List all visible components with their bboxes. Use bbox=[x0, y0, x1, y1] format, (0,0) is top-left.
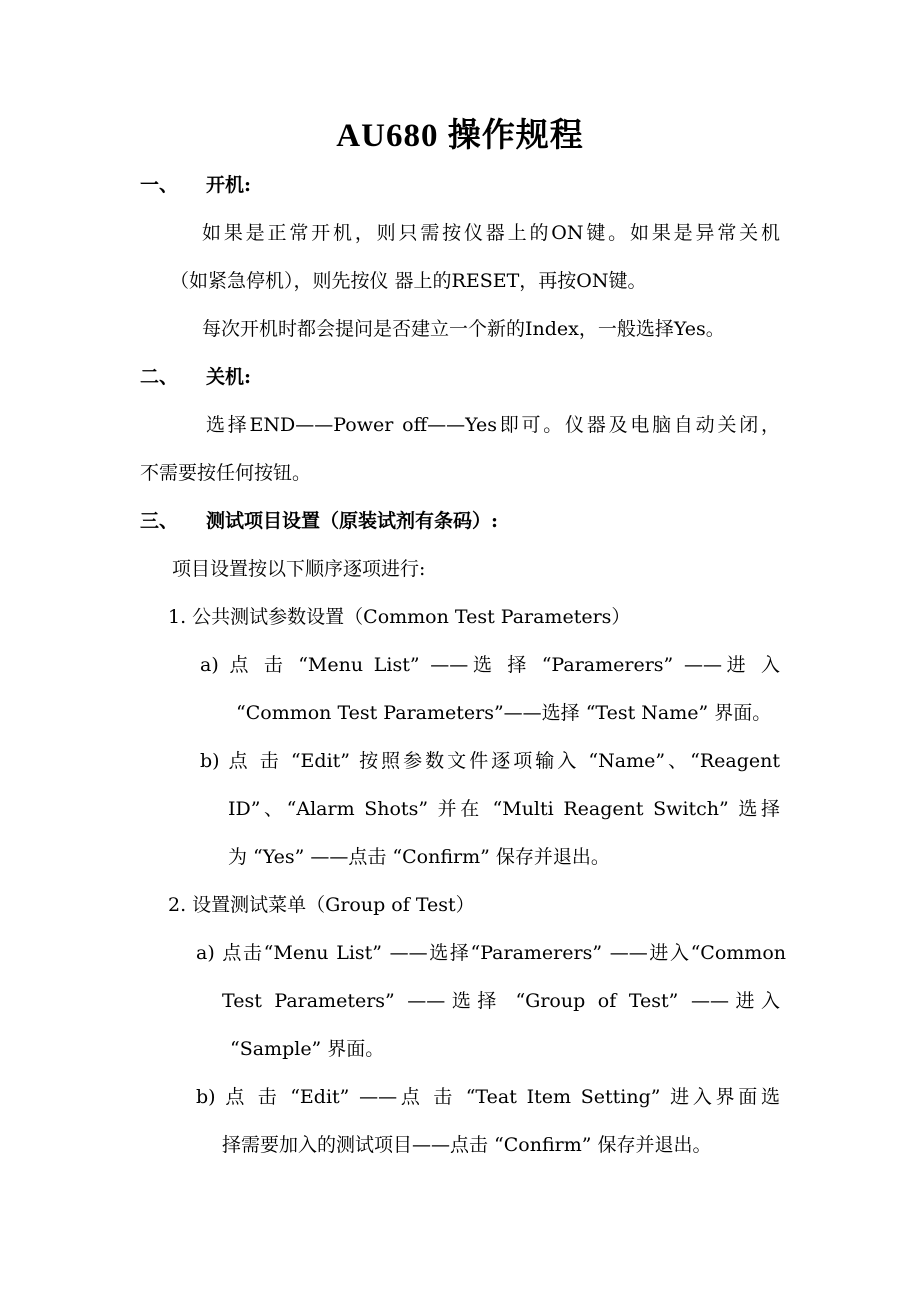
step-line: ID”、“Alarm Shots” 并在 “Multi Reagent Switch” 选择 bbox=[228, 798, 780, 820]
step-line: Test Parameters” ——选择 “Group of Test” ——进入 bbox=[222, 990, 780, 1012]
section-title: 关机: bbox=[206, 366, 252, 388]
step-line: “Sample” 界面。 bbox=[230, 1038, 385, 1060]
section-heading bbox=[140, 170, 251, 200]
step-line: 为 “Yes” ——点击 “Confirm” 保存并退出。 bbox=[228, 846, 610, 868]
paragraph-line: 每次开机时都会提问是否建立一个新的Index，一般选择Yes。 bbox=[202, 318, 725, 340]
step-line: a) 点击“Menu List” ——选择“Paramerers” ——进入“Common bbox=[196, 942, 786, 964]
section-heading bbox=[140, 506, 498, 536]
step-line: b) 点 击 “Edit” 按照参数文件逐项输入 “Name”、“Reagent bbox=[200, 750, 780, 772]
section-number: 一、 bbox=[140, 174, 179, 196]
step-line: 择需要加入的测试项目——点击 “Confirm” 保存并退出。 bbox=[222, 1134, 712, 1156]
paragraph-line: 如果是正常开机，则只需按仪器上的ON键。如果是异常关机 bbox=[202, 222, 780, 244]
section-heading bbox=[140, 362, 251, 392]
section-number: 三、 bbox=[140, 510, 179, 532]
section-number: 二、 bbox=[140, 366, 179, 388]
paragraph-line: 选择END——Power off——Yes即可。仪器及电脑自动关闭， bbox=[206, 414, 780, 436]
section-title: 测试项目设置（原装试剂有条码）: bbox=[206, 510, 499, 532]
item-heading: 2. 设置测试菜单（Group of Test） bbox=[168, 894, 475, 916]
section-title: 开机: bbox=[206, 174, 252, 196]
step-line: b) 点 击 “Edit” ——点 击 “Teat Item Setting” 进入界面选 bbox=[196, 1086, 780, 1108]
paragraph-line: 不需要按任何按钮。 bbox=[140, 462, 312, 484]
step-line: “Common Test Parameters”——选择 “Test Name” 界面。 bbox=[236, 702, 772, 724]
section-intro: 项目设置按以下顺序逐项进行: bbox=[172, 558, 426, 580]
step-line: a) 点 击 “Menu List” ——选 择 “Paramerers” ——进 入 bbox=[200, 654, 780, 676]
paragraph-line: （如紧急停机），则先按仪 器上的RESET，再按ON键。 bbox=[170, 270, 647, 292]
item-heading: 1. 公共测试参数设置（Common Test Parameters） bbox=[168, 606, 631, 628]
document-title: AU680 操作规程 bbox=[336, 118, 584, 154]
